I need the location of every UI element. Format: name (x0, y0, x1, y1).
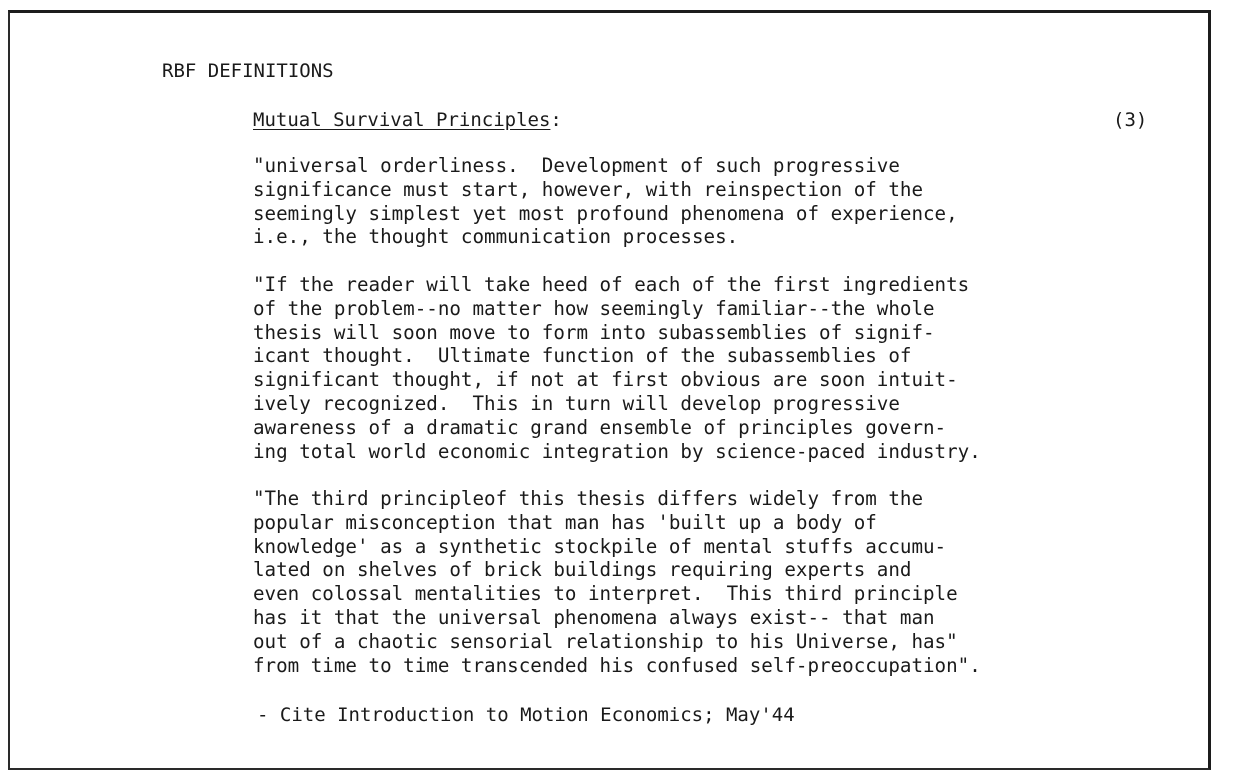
quote-paragraph-3: "The third principleof this thesis differs widely from the popular misconception that man has 'built up a body of knowledge' as a synthetic stockpile of mental stuffs accumu- lated on shelves of brick buildings requiring experts and even colossal mentalities to interpret. This third principle has it that the universal phenomena always exist-- that man out of a chaotic sensorial relationship to his Universe, has" from time to time transcended his confused self-preoccupation". (253, 487, 981, 677)
card-subject (253, 109, 562, 131)
card-title: RBF DEFINITIONS (162, 60, 334, 82)
card-subject-text: Mutual Survival Principles (253, 109, 551, 131)
card-number: (3) (1113, 109, 1148, 131)
quote-paragraph-2: "If the reader will take heed of each of the first ingredients of the problem--no matter how seemingly familiar--the whole thesis will soon move to form into subassemblies of signif- icant thought. Ultimate function of the subassemblies of significant thought, if not at first obvious are soon intuit- ively recognized. This in turn will develop progressive awareness of a dramatic grand ensemble of principles govern- ing total world economic integration by science-paced industry. (253, 273, 981, 463)
citation: - Cite Introduction to Motion Economics; May'44 (257, 704, 795, 726)
card-subject-colon: : (550, 109, 562, 131)
quote-paragraph-1: "universal orderliness. Development of such progressive significance must start, however, with reinspection of the seemingly simplest yet most profound phenomena of experience, i.e., the thought communication processes. (253, 154, 958, 249)
